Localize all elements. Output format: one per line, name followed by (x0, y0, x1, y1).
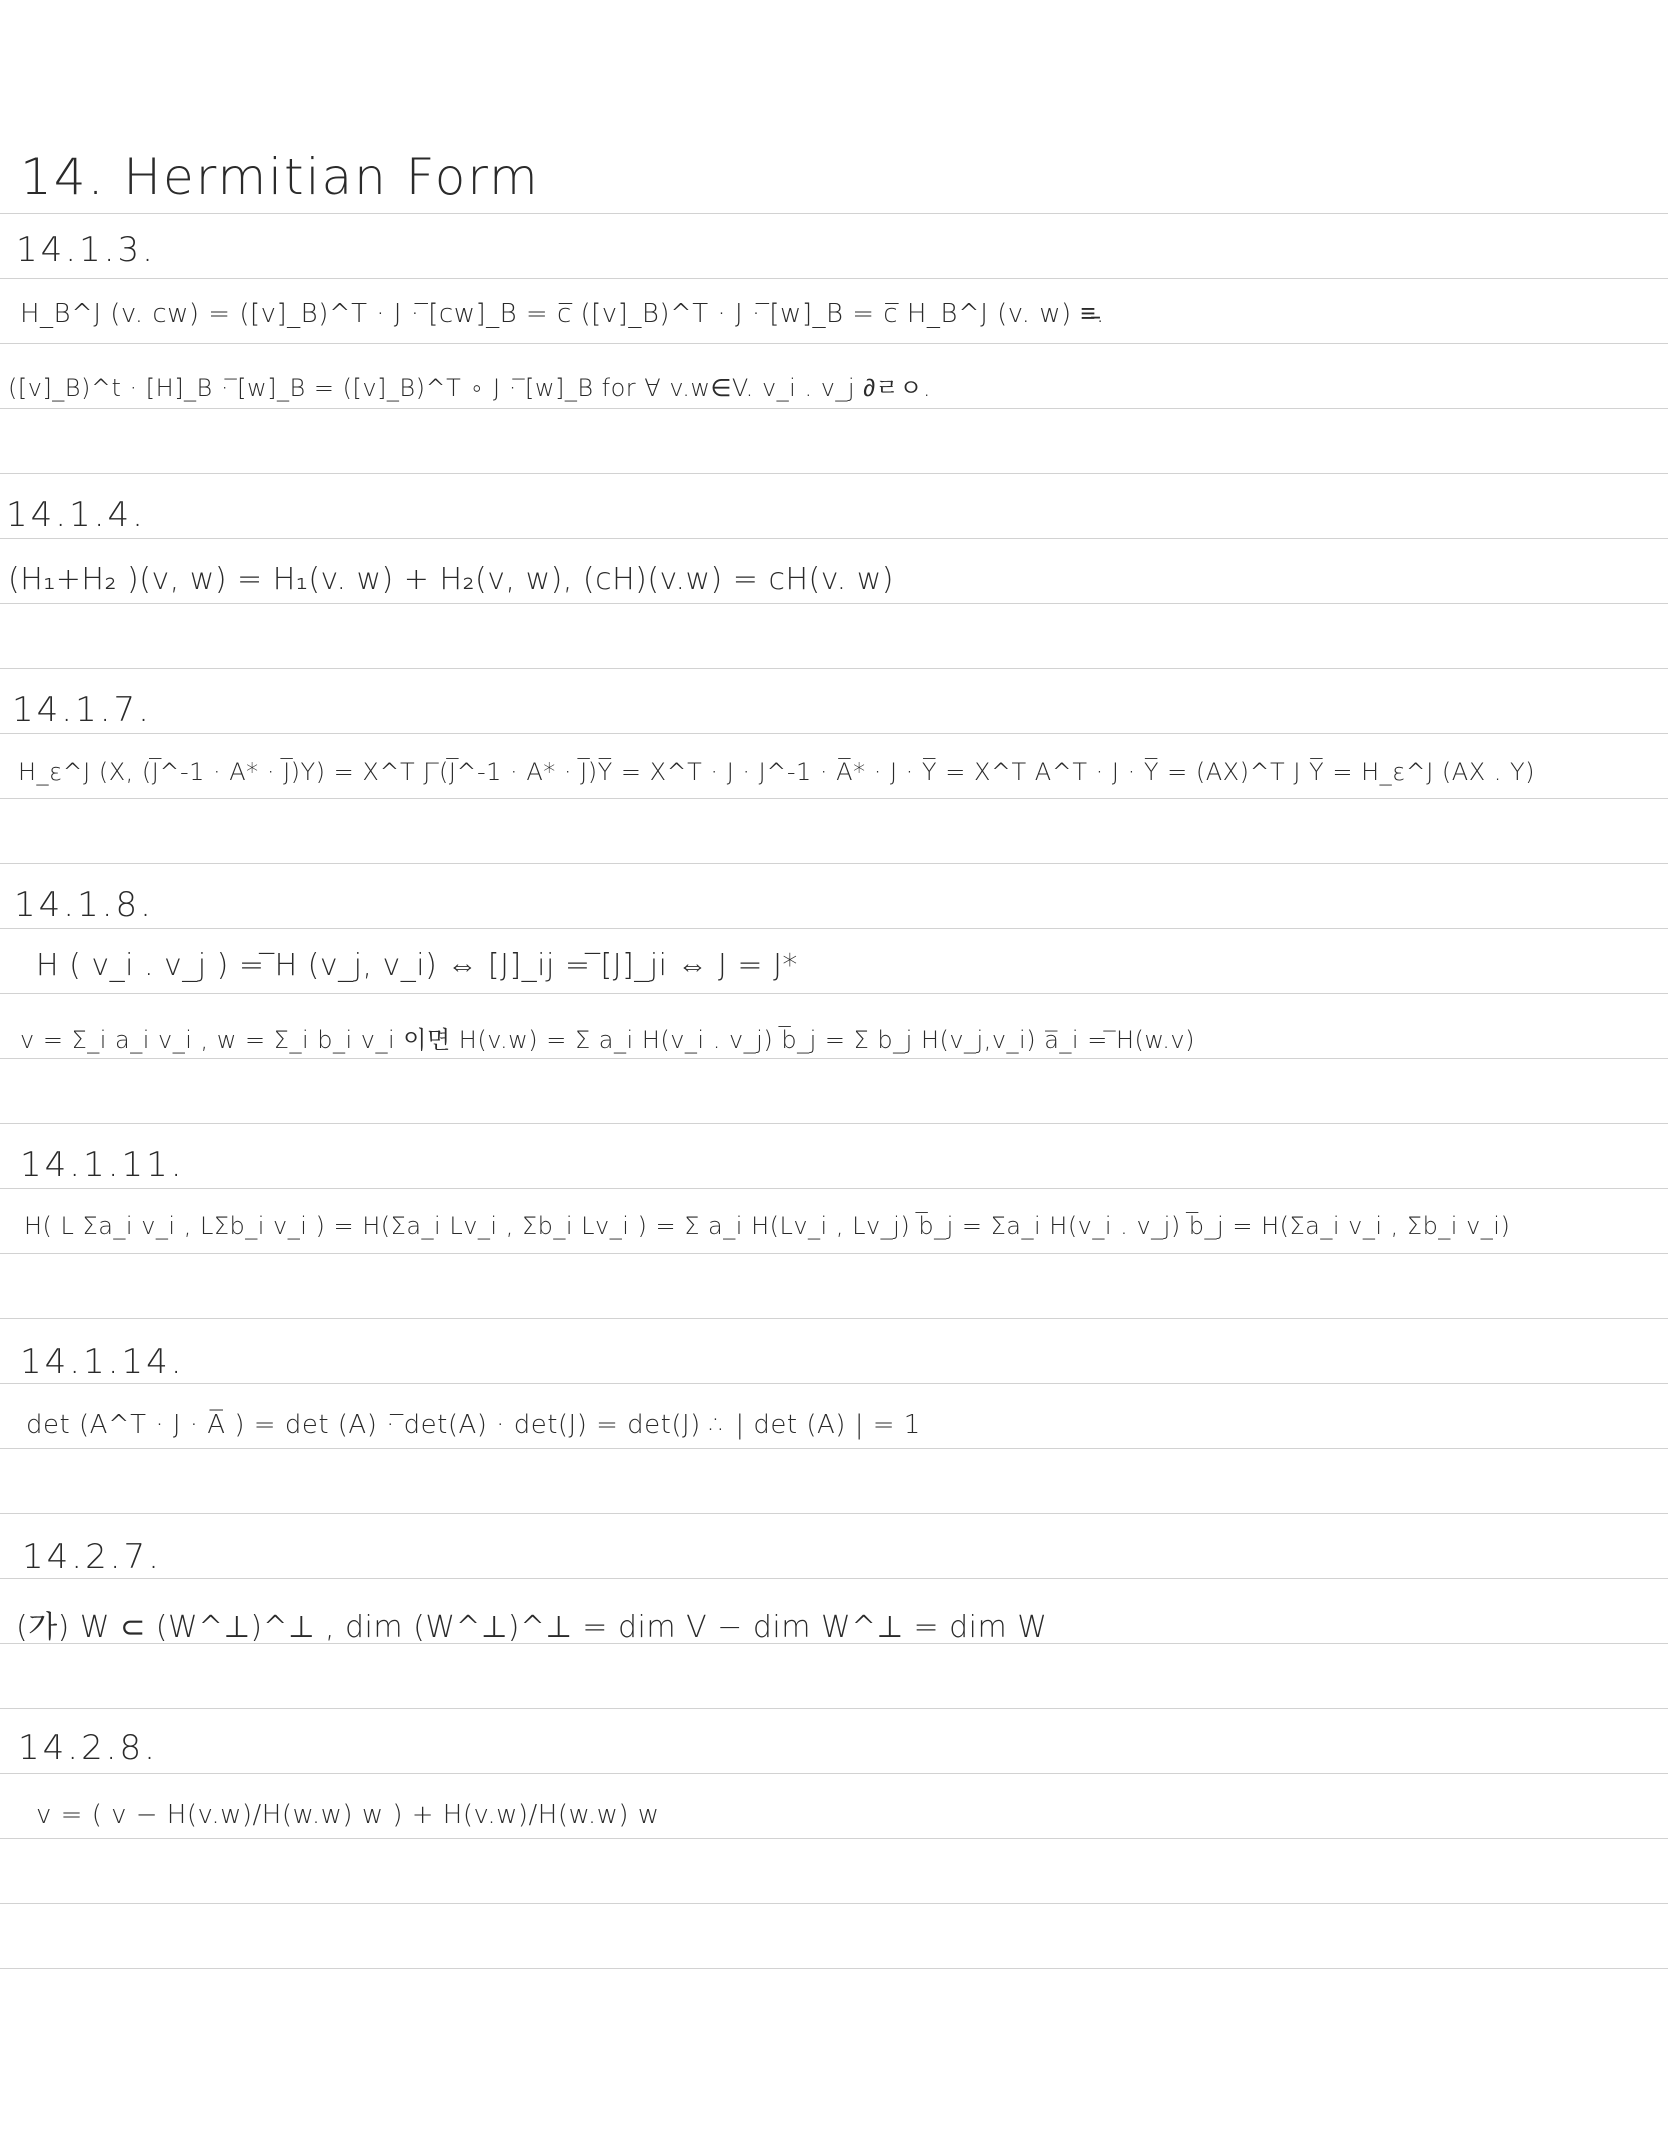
proof-line: H_B^J (v. cw) = ([v]_B)^T · J · ̅[cw]_B = c̅ ([v]_B)^T · J · ̅[w]_B = c̅ H_B^J (v. w) ≡̵. (20, 299, 1105, 329)
ruled-line (0, 473, 1668, 474)
section-number: 14.1.11. (20, 1145, 185, 1185)
section-number: 14.2.8. (18, 1728, 158, 1768)
ruled-line (0, 1188, 1668, 1189)
proof-line: H( L Σa_i v_i , LΣb_i v_i ) = H(Σa_i Lv_i , Σb_i Lv_i ) = Σ a_i H(Lv_i , Lv_j) b̅_j = Σa_i H(v_i . v_j) b̅_j = H(Σa_i v_i , Σb_i v_i) (24, 1212, 1511, 1240)
proof-line: ([v]_B)^t · [H]_B · ̅[w]_B = ([v]_B)^T ∘ J · ̅[w]_B for ∀ v.w∈V. v_i . v_j ∂ㄹㅇ. (8, 374, 932, 402)
proof-line: v = Σ_i a_i v_i , w = Σ_i b_i v_i 이면 H(v.w) = Σ a_i H(v_i . v_j) b̅_j = Σ b_j H(v_j,v_i) a̅_i = ̅H(w.v) (20, 1026, 1195, 1054)
section-number: 14.1.8. (14, 885, 154, 925)
ruled-line (0, 343, 1668, 344)
ruled-line (0, 863, 1668, 864)
ruled-line (0, 1838, 1668, 1839)
proof-line: H_ε^J (X, (J̅^-1 · A* · J̅)Y) = X^T J ̅(J̅^-1 · A* · J̅)Y̅ = X^T · J · J^-1 · A̅* · J · Y̅ = X^T A^T · J · Y̅ = (AX)^T J Y̅ = H_ε^J (AX . Y) (18, 758, 1536, 786)
ruled-line (0, 993, 1668, 994)
ruled-line (0, 798, 1668, 799)
ruled-line (0, 733, 1668, 734)
section-number: 14.1.3. (16, 230, 156, 270)
ruled-line (0, 1903, 1668, 1904)
ruled-line (0, 928, 1668, 929)
ruled-line (0, 1513, 1668, 1514)
ruled-line (0, 278, 1668, 279)
section-number: 14.1.14. (20, 1342, 185, 1382)
ruled-line (0, 1448, 1668, 1449)
ruled-line (0, 538, 1668, 539)
ruled-line (0, 603, 1668, 604)
ruled-line (0, 1123, 1668, 1124)
ruled-line (0, 1578, 1668, 1579)
proof-line: v = ( v − H(v.w)/H(w.w) w ) + H(v.w)/H(w.w) w (36, 1800, 660, 1830)
section-number: 14.1.4. (6, 495, 146, 535)
ruled-line (0, 1253, 1668, 1254)
ruled-line (0, 668, 1668, 669)
ruled-line (0, 1058, 1668, 1059)
section-number: 14.2.7. (22, 1537, 162, 1577)
ruled-line (0, 1968, 1668, 1969)
ruled-line (0, 1318, 1668, 1319)
ruled-line (0, 408, 1668, 409)
ruled-line (0, 1773, 1668, 1774)
ruled-line (0, 1383, 1668, 1384)
page-title: 14. Hermitian Form (20, 148, 540, 206)
section-number: 14.1.7. (12, 690, 152, 730)
ruled-line (0, 1708, 1668, 1709)
ruled-line (0, 213, 1668, 214)
proof-line: (H₁+H₂ )(v, w) = H₁(v. w) + H₂(v, w), (cH)(v.w) = cH(v. w) (8, 562, 894, 597)
proof-line: (가) W ⊂ (W^⊥)^⊥ , dim (W^⊥)^⊥ = dim V − dim W^⊥ = dim W (16, 1610, 1048, 1645)
proof-line: H ( v_i . v_j ) = ̅H (v_j, v_i) ⇔ [J]_ij = ̅[J]_ji ⇔ J = J* (36, 948, 798, 983)
proof-line: det (A^T · J · A̅ ) = det (A) · ̅det(A) · det(J) = det(J) ∴ | det (A) | = 1 (26, 1410, 921, 1440)
